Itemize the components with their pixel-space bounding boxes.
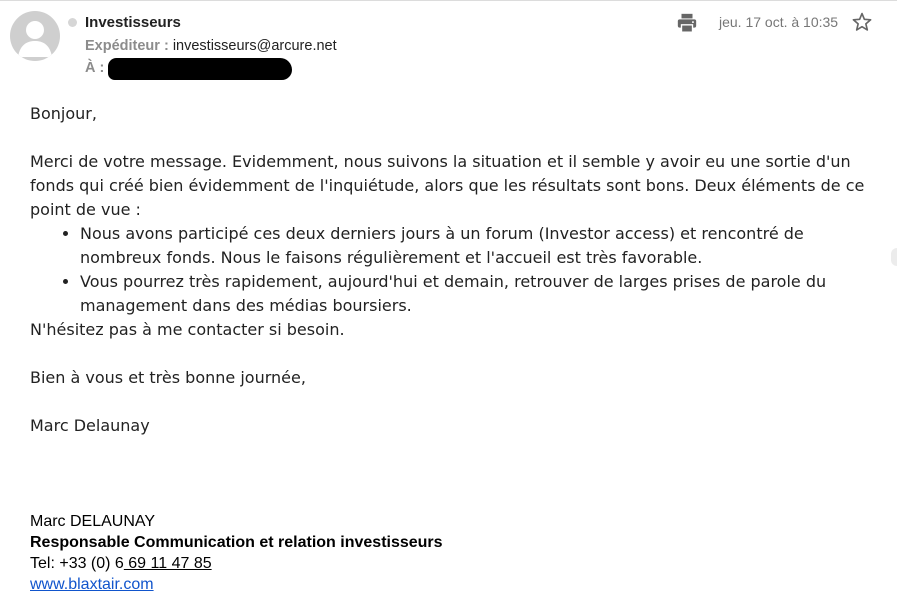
website-link[interactable]: www.blaxtair.com (30, 576, 154, 593)
to-label: À : (85, 60, 105, 76)
closing-line: Bien à vous et très bonne journée, (30, 368, 306, 387)
bullet-list (30, 222, 870, 318)
greeting: Bonjour, (30, 104, 97, 123)
signature-phone (30, 553, 443, 574)
scroll-handle[interactable] (891, 248, 897, 266)
status-dot (68, 18, 77, 27)
message-body (30, 102, 870, 438)
star-icon[interactable] (851, 11, 873, 33)
message-date: jeu. 17 oct. à 10:35 (719, 14, 839, 30)
sign-off: Marc Delaunay (30, 416, 150, 435)
list-item: • Nous avons participé ces deux derniers jours à un forum (Investor access) et rencontré de nombreux fonds. Nous le faisons régulièrement et l'accueil est très favorable. (80, 222, 870, 270)
message-paragraph: Merci de votre message. Evidemment, nous suivons la situation et il semble y avoir eu une sortie d'un fonds qui créé bien évidemment de l'inquiétude, alors que les résultats sont bons. Deux éléments de ce point de vue : (30, 152, 865, 219)
sender-name: Investisseurs (85, 14, 181, 31)
avatar (10, 11, 60, 61)
from-label: Expéditeur : (85, 38, 169, 54)
contact-line: N'hésitez pas à me contacter si besoin. (30, 320, 345, 339)
phone-link[interactable]: 69 11 47 85 (123, 555, 212, 572)
signature-title: Responsable Communication et relation investisseurs (30, 534, 443, 551)
avatar-icon (10, 11, 60, 61)
redacted-recipient (108, 58, 292, 80)
phone-prefix: Tel: +33 (0) 6 (30, 555, 124, 572)
print-icon[interactable] (676, 12, 698, 34)
from-line (85, 38, 337, 54)
signature (30, 511, 443, 595)
from-email[interactable]: investisseurs@arcure.net (172, 38, 337, 54)
signature-name: Marc DELAUNAY (30, 513, 156, 530)
list-item: • Vous pourrez très rapidement, aujourd'hui et demain, retrouver de larges prises de parole du management dans des médias boursiers. (80, 270, 870, 318)
to-line (85, 60, 104, 76)
top-divider (0, 0, 897, 1)
